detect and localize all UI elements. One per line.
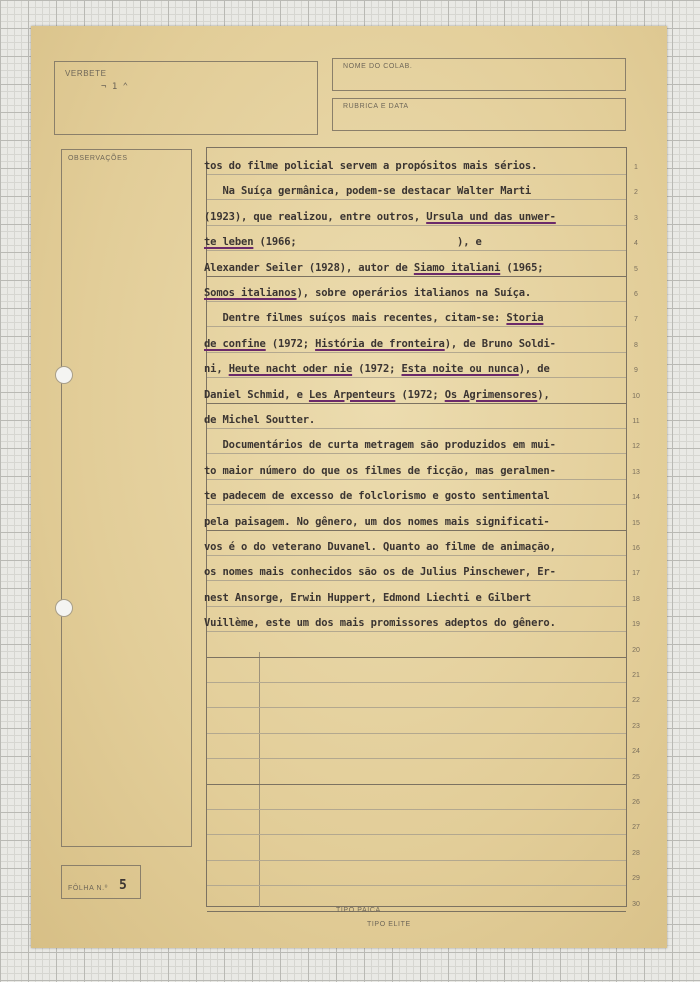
underlined-title: Somos italianos [204, 287, 297, 299]
typed-line [204, 160, 634, 172]
line-number: 2 [634, 189, 638, 197]
typed-line [204, 617, 634, 629]
line-number: 7 [634, 316, 638, 324]
writing-area-inner-margin [259, 652, 260, 907]
line-number: 20 [632, 646, 640, 654]
typed-segment: ), de Bruno Soldi- [444, 337, 556, 350]
underlined-title: Storia [506, 312, 544, 325]
line-number: 13 [632, 468, 640, 476]
line-number: 8 [634, 341, 638, 349]
underlined-title: Siamo italiani [413, 261, 501, 274]
ruled-line [207, 479, 626, 480]
ruled-line [207, 860, 626, 861]
underlined-title: Os Agrimensores [444, 388, 538, 401]
ruled-line [207, 453, 626, 454]
ruled-line [207, 657, 626, 658]
line-number: 18 [632, 595, 640, 603]
typed-segment: tos do filme policial servem a propósitos mais sérios. [204, 160, 538, 172]
typed-segment: de Michel Soutter. [204, 414, 316, 426]
line-number: 19 [632, 621, 640, 629]
typed-line [204, 236, 634, 248]
typed-line [204, 566, 634, 578]
typed-segment: ), de [518, 363, 550, 376]
line-number: 28 [632, 849, 640, 857]
typed-segment: nest Ansorge, Erwin Huppert, Edmond Liechti e Gilbert [204, 591, 532, 604]
typed-segment: (1972; [352, 363, 402, 376]
typed-line [204, 592, 634, 604]
typed-segment: (1972; [265, 337, 316, 350]
typed-segment: to maior número do que os filmes de ficção, mas geralmen- [204, 464, 556, 477]
typed-line [204, 312, 634, 324]
typed-line [204, 211, 634, 223]
ruled-line [207, 326, 626, 327]
line-number: 15 [632, 519, 640, 527]
rubrica-box [332, 98, 626, 131]
typed-segment: (1965; [500, 261, 544, 274]
typed-line [204, 185, 634, 197]
ruled-line [207, 504, 626, 505]
nome-colab-label: NOME DO COLAB. [343, 63, 413, 70]
ruled-line [207, 885, 626, 886]
underlined-title: te leben [204, 236, 254, 249]
line-number: 5 [634, 265, 638, 273]
ruled-line [207, 377, 626, 378]
typed-line [204, 490, 634, 502]
underlined-title: de confine [204, 337, 266, 350]
observacoes-label: OBSERVAÇÕES [68, 155, 128, 162]
ruled-line [207, 682, 626, 683]
line-number: 11 [632, 418, 640, 425]
ruled-line [207, 834, 626, 835]
line-number: 27 [632, 824, 640, 832]
ruled-line [207, 606, 626, 607]
line-number: 17 [632, 570, 640, 578]
typed-line [204, 465, 634, 477]
folha-label: FÔLHA N.º [68, 885, 108, 892]
underlined-title: Esta noite ou nunca [401, 363, 519, 376]
typed-segment: ), sobre operários italianos na Suíça. [296, 287, 532, 299]
typed-line [204, 414, 634, 426]
tipo-elite-label: TIPO ELITE [367, 921, 411, 928]
ruled-line [207, 199, 626, 200]
line-number: 21 [632, 672, 640, 679]
typed-segment: ni, [204, 363, 229, 376]
verbete-box [54, 61, 318, 135]
typed-segment: (1923), que realizou, entre outros, [204, 210, 427, 223]
line-number: 16 [632, 545, 640, 552]
line-number: 6 [634, 291, 638, 298]
ruled-line [207, 530, 626, 531]
typed-line [204, 541, 634, 553]
rubrica-label: RUBRICA E DATA [343, 103, 409, 110]
typed-line [204, 439, 634, 451]
line-number: 14 [632, 494, 640, 502]
underlined-title: Ursula und das unwer- [426, 210, 556, 223]
ruled-line [207, 911, 626, 912]
ruled-line [207, 631, 626, 632]
ruled-line [207, 428, 626, 429]
typed-segment: Dentre filmes suíços mais recentes, citam-se: [204, 312, 507, 325]
verbete-value: ¬ 1 ⌃ [101, 82, 129, 92]
line-number: 10 [632, 392, 640, 400]
typed-segment: Vuillème, este um dos mais promissores adeptos do gênero. [204, 617, 556, 630]
typed-segment: Documentários de curta metragem são produzidos em mui- [204, 439, 556, 452]
line-number: 3 [634, 214, 638, 222]
ruled-line [207, 555, 626, 556]
verbete-label: VERBETE [65, 69, 107, 78]
line-number: 22 [632, 697, 640, 705]
line-number: 9 [634, 367, 638, 375]
line-number: 29 [632, 875, 640, 883]
ruled-line [207, 809, 626, 810]
tipo-paica-label: TIPO PAICA [336, 907, 381, 914]
typed-line [204, 262, 634, 274]
folha-number: 5 [119, 878, 127, 893]
typed-line [204, 287, 634, 299]
punch-hole-bottom [55, 599, 73, 617]
typed-segment: pela paisagem. No gênero, um dos nomes mais significati- [204, 515, 550, 528]
typed-line [204, 389, 634, 401]
observacoes-box [61, 149, 192, 847]
typed-segment: os nomes mais conhecidos são os de Julius Pinschewer, Er- [204, 566, 556, 579]
typed-segment: ), [537, 388, 550, 401]
underlined-title: Heute nacht oder nie [228, 363, 353, 376]
ruled-line [207, 707, 626, 708]
line-number: 30 [632, 900, 640, 908]
ruled-line [207, 276, 626, 277]
manuscript-sheet [31, 26, 667, 948]
folha-box [61, 865, 141, 899]
nome-colab-box [332, 58, 626, 91]
ruled-line [207, 301, 626, 302]
ruled-line [207, 352, 626, 353]
ruled-line [207, 225, 626, 226]
typed-segment: Alexander Seiler (1928), autor de [204, 261, 414, 274]
line-number: 1 [634, 164, 638, 171]
typed-segment: vos é o do veterano Duvanel. Quanto ao filme de animação, [204, 541, 556, 553]
underlined-title: História de fronteira [315, 337, 445, 350]
line-number: 26 [632, 799, 640, 806]
typed-line [204, 363, 634, 375]
punch-hole-top [55, 366, 73, 384]
typed-segment: (1966; ), e [253, 236, 482, 249]
typed-line [204, 338, 634, 350]
typed-segment: Na Suíça germânica, podem-se destacar Walter Marti [204, 185, 532, 198]
ruled-line [207, 174, 626, 175]
ruled-line [207, 784, 626, 785]
ruled-line [207, 758, 626, 759]
typed-segment: te padecem de excesso de folclorismo e gosto sentimental [204, 490, 550, 503]
underlined-title: Les Arpenteurs [308, 388, 396, 401]
typed-segment: Daniel Schmid, e [204, 388, 309, 401]
line-number: 24 [632, 748, 640, 756]
ruled-line [207, 733, 626, 734]
line-number: 4 [634, 240, 638, 248]
ruled-line [207, 580, 626, 581]
line-number: 25 [632, 773, 640, 781]
typed-line [204, 516, 634, 528]
ruled-line [207, 250, 626, 251]
line-number: 12 [632, 443, 640, 451]
ruled-line [207, 403, 626, 404]
typed-segment: (1972; [395, 388, 445, 401]
line-number: 23 [632, 722, 640, 730]
